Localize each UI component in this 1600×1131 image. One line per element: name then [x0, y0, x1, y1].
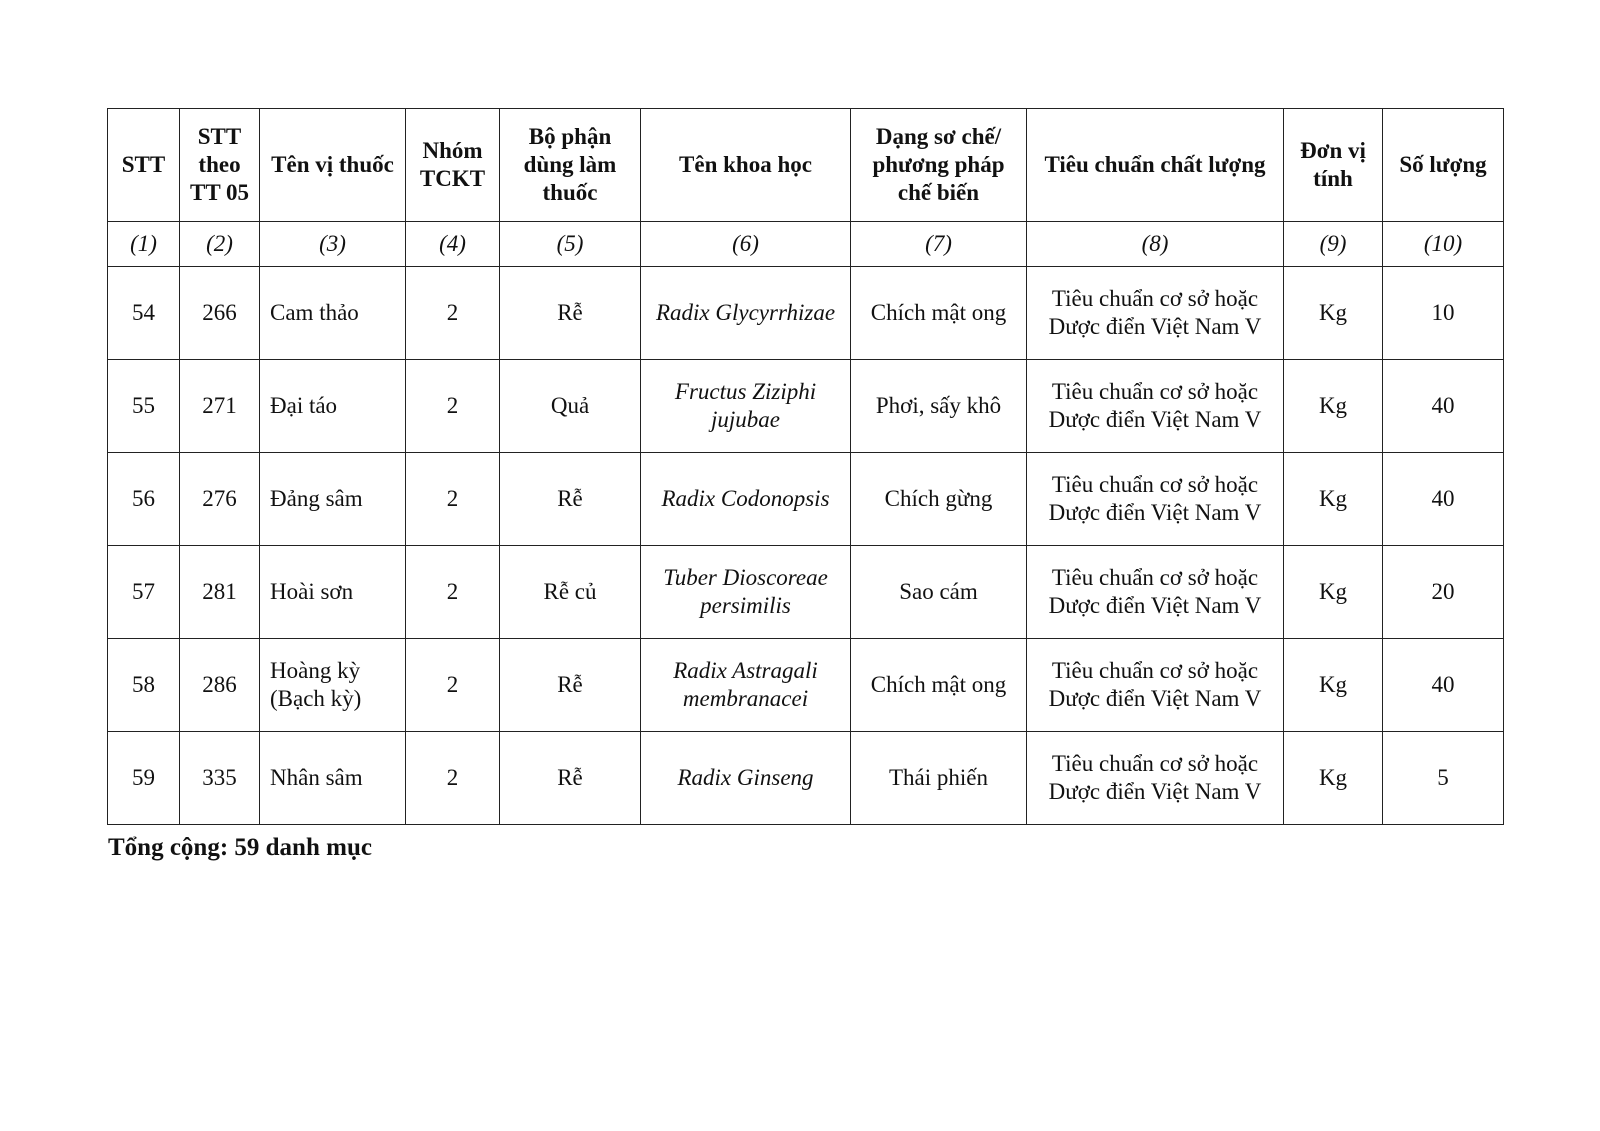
table-row — [108, 732, 1504, 825]
cell-drug-name: Cam thảo — [260, 267, 406, 360]
header-part-used: Bộ phận dùng làm thuốc — [500, 109, 641, 222]
header-quality-standard: Tiêu chuẩn chất lượng — [1027, 109, 1284, 222]
cell-stt-tt05: 286 — [180, 639, 260, 732]
cell-scientific-name: Radix Astragali membranacei — [641, 639, 851, 732]
cell-processing-method: Chích gừng — [851, 453, 1027, 546]
cell-unit: Kg — [1284, 639, 1383, 732]
cell-unit: Kg — [1284, 360, 1383, 453]
cell-processing-method: Sao cám — [851, 546, 1027, 639]
cell-quantity: 5 — [1383, 732, 1504, 825]
cell-part-used: Quả — [500, 360, 641, 453]
table-row — [108, 639, 1504, 732]
cell-drug-name: Đại táo — [260, 360, 406, 453]
cell-processing-method: Chích mật ong — [851, 639, 1027, 732]
cell-stt-tt05: 276 — [180, 453, 260, 546]
table-row — [108, 360, 1504, 453]
column-number-row — [108, 222, 1504, 267]
total-count: Tổng cộng: 59 danh mục — [108, 834, 372, 861]
cell-part-used: Rễ — [500, 453, 641, 546]
cell-quality-standard: Tiêu chuẩn cơ sở hoặc Dược điển Việt Nam V — [1027, 360, 1284, 453]
cell-processing-method: Phơi, sấy khô — [851, 360, 1027, 453]
cell-scientific-name: Radix Glycyrrhizae — [641, 267, 851, 360]
header-group: Nhóm TCKT — [406, 109, 500, 222]
cell-drug-name: Đảng sâm — [260, 453, 406, 546]
cell-part-used: Rễ — [500, 732, 641, 825]
cell-quality-standard: Tiêu chuẩn cơ sở hoặc Dược điển Việt Nam V — [1027, 453, 1284, 546]
column-number-processing-method: (7) — [851, 222, 1027, 267]
header-stt: STT — [108, 109, 180, 222]
cell-stt: 56 — [108, 453, 180, 546]
cell-quality-standard: Tiêu chuẩn cơ sở hoặc Dược điển Việt Nam V — [1027, 546, 1284, 639]
column-number-part-used: (5) — [500, 222, 641, 267]
cell-quantity: 10 — [1383, 267, 1504, 360]
cell-processing-method: Chích mật ong — [851, 267, 1027, 360]
cell-stt-tt05: 266 — [180, 267, 260, 360]
header-row — [108, 109, 1504, 222]
header-quantity: Số lượng — [1383, 109, 1504, 222]
cell-stt-tt05: 271 — [180, 360, 260, 453]
cell-group: 2 — [406, 360, 500, 453]
cell-quality-standard: Tiêu chuẩn cơ sở hoặc Dược điển Việt Nam V — [1027, 732, 1284, 825]
cell-processing-method: Thái phiến — [851, 732, 1027, 825]
header-stt-tt05: STT theo TT 05 — [180, 109, 260, 222]
cell-scientific-name: Tuber Dioscoreae persimilis — [641, 546, 851, 639]
table-row — [108, 267, 1504, 360]
cell-stt: 54 — [108, 267, 180, 360]
cell-group: 2 — [406, 639, 500, 732]
cell-unit: Kg — [1284, 732, 1383, 825]
cell-unit: Kg — [1284, 453, 1383, 546]
cell-quality-standard: Tiêu chuẩn cơ sở hoặc Dược điển Việt Nam V — [1027, 639, 1284, 732]
cell-scientific-name: Fructus Ziziphi jujubae — [641, 360, 851, 453]
cell-group: 2 — [406, 732, 500, 825]
column-number-stt-tt05: (2) — [180, 222, 260, 267]
cell-unit: Kg — [1284, 546, 1383, 639]
cell-part-used: Rễ — [500, 639, 641, 732]
cell-drug-name: Nhân sâm — [260, 732, 406, 825]
cell-stt: 58 — [108, 639, 180, 732]
cell-quantity: 40 — [1383, 639, 1504, 732]
cell-stt: 57 — [108, 546, 180, 639]
column-number-drug-name: (3) — [260, 222, 406, 267]
cell-drug-name: Hoài sơn — [260, 546, 406, 639]
cell-unit: Kg — [1284, 267, 1383, 360]
column-number-group: (4) — [406, 222, 500, 267]
cell-stt: 59 — [108, 732, 180, 825]
header-unit: Đơn vị tính — [1284, 109, 1383, 222]
cell-quantity: 40 — [1383, 360, 1504, 453]
column-number-scientific-name: (6) — [641, 222, 851, 267]
cell-part-used: Rễ — [500, 267, 641, 360]
table-row — [108, 546, 1504, 639]
header-processing-method: Dạng sơ chế/ phương pháp chế biến — [851, 109, 1027, 222]
cell-stt: 55 — [108, 360, 180, 453]
cell-group: 2 — [406, 453, 500, 546]
column-number-stt: (1) — [108, 222, 180, 267]
header-scientific-name: Tên khoa học — [641, 109, 851, 222]
cell-group: 2 — [406, 546, 500, 639]
column-number-quality-standard: (8) — [1027, 222, 1284, 267]
cell-drug-name: Hoàng kỳ (Bạch kỳ) — [260, 639, 406, 732]
cell-stt-tt05: 281 — [180, 546, 260, 639]
cell-group: 2 — [406, 267, 500, 360]
column-number-quantity: (10) — [1383, 222, 1504, 267]
cell-quantity: 20 — [1383, 546, 1504, 639]
cell-scientific-name: Radix Codonopsis — [641, 453, 851, 546]
table-row — [108, 453, 1504, 546]
cell-stt-tt05: 335 — [180, 732, 260, 825]
column-number-unit: (9) — [1284, 222, 1383, 267]
herbal-medicine-table — [107, 108, 1504, 825]
cell-scientific-name: Radix Ginseng — [641, 732, 851, 825]
header-drug-name: Tên vị thuốc — [260, 109, 406, 222]
cell-part-used: Rễ củ — [500, 546, 641, 639]
cell-quality-standard: Tiêu chuẩn cơ sở hoặc Dược điển Việt Nam V — [1027, 267, 1284, 360]
cell-quantity: 40 — [1383, 453, 1504, 546]
